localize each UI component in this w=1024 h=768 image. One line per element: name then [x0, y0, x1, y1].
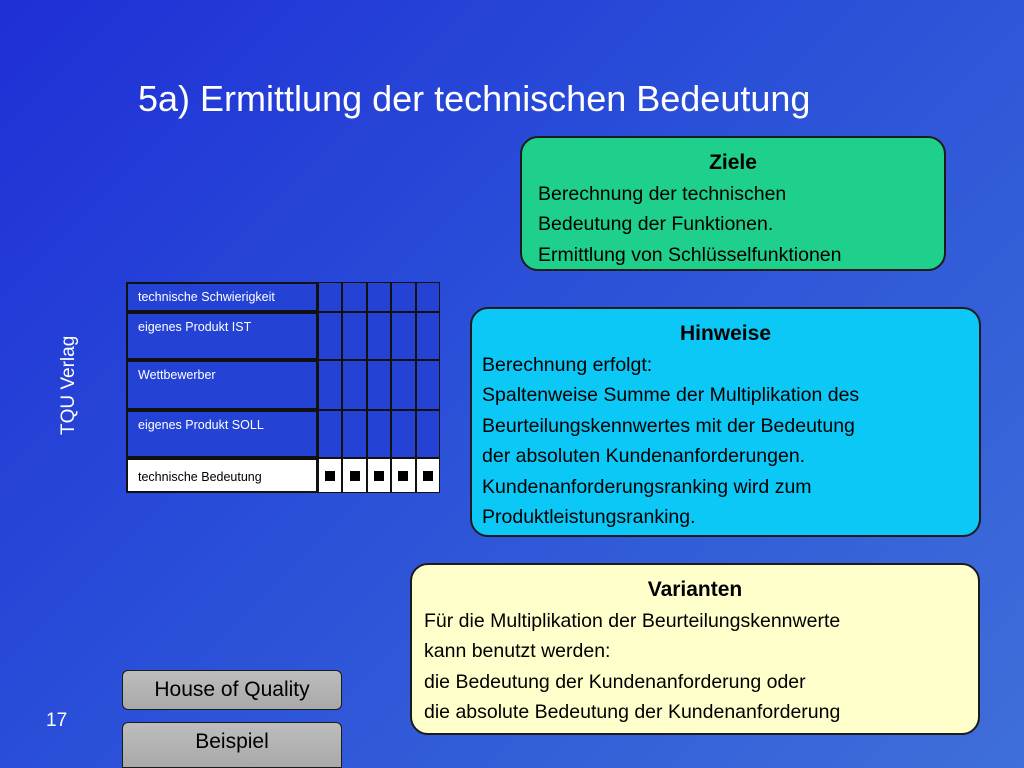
ziele-line: Berechnung der technischen — [538, 182, 787, 205]
matrix-cell — [318, 458, 342, 493]
matrix-cell — [391, 458, 415, 493]
matrix-cell — [318, 360, 342, 410]
matrix-cell — [416, 312, 440, 360]
matrix-cell — [416, 360, 440, 410]
varianten-line: die absolute Bedeutung der Kundenanforderung — [424, 701, 841, 723]
matrix-row-label: Wettbewerber — [126, 360, 318, 410]
hinweise-line: der absoluten Kundenanforderungen. — [482, 445, 806, 467]
matrix-row-label: eigenes Produkt IST — [126, 312, 318, 360]
matrix-cell — [342, 458, 366, 493]
matrix-row-eigenes-produkt-soll — [126, 410, 440, 458]
page-number: 17 — [46, 710, 68, 731]
matrix-cell — [416, 410, 440, 458]
ziele-heading: Ziele — [709, 151, 757, 174]
matrix-cell — [391, 410, 415, 458]
matrix-cell — [342, 312, 366, 360]
publisher-label — [50, 300, 90, 440]
matrix-cell — [416, 282, 440, 312]
square-marker-icon — [350, 471, 360, 481]
ziele-box — [520, 136, 946, 271]
matrix-cell — [318, 410, 342, 458]
matrix-cell — [367, 410, 391, 458]
varianten-heading: Varianten — [647, 578, 743, 601]
hinweise-box — [470, 307, 981, 537]
varianten-line: kann benutzt werden: — [424, 640, 611, 662]
matrix-cell — [318, 312, 342, 360]
matrix-cell — [342, 360, 366, 410]
beispiel-button[interactable]: Beispiel — [122, 722, 342, 768]
matrix-cell — [367, 282, 391, 312]
publisher-label-text: TQU Verlag — [58, 335, 79, 435]
quality-matrix — [126, 282, 440, 495]
matrix-row-technische-bedeutung — [126, 458, 440, 493]
matrix-row-technische-schwierigkeit — [126, 282, 440, 312]
matrix-cell — [391, 360, 415, 410]
matrix-row-wettbewerber — [126, 360, 440, 410]
hinweise-line: Berechnung erfolgt: — [482, 353, 653, 376]
ziele-line: Bedeutung der Funktionen. — [538, 213, 774, 235]
matrix-row-label: technische Schwierigkeit — [126, 282, 318, 312]
hinweise-line: Kundenanforderungsranking wird zum — [482, 475, 812, 498]
square-marker-icon — [398, 471, 408, 481]
hinweise-heading: Hinweise — [679, 322, 772, 345]
varianten-line: Für die Multiplikation der Beurteilungskennwerte — [424, 609, 841, 632]
matrix-cell — [367, 458, 391, 493]
hinweise-line: Produktleistungsranking. — [482, 506, 696, 528]
matrix-cell — [367, 360, 391, 410]
varianten-line: die Bedeutung der Kundenanforderung oder — [424, 670, 806, 693]
matrix-row-eigenes-produkt-ist — [126, 312, 440, 360]
square-marker-icon — [423, 471, 433, 481]
square-marker-icon — [325, 471, 335, 481]
matrix-cell — [367, 312, 391, 360]
varianten-box — [410, 563, 980, 735]
ziele-line: Ermittlung von Schlüsselfunktionen — [538, 243, 842, 266]
matrix-row-label: technische Bedeutung — [126, 458, 318, 493]
matrix-cell — [342, 282, 366, 312]
slide-title: 5a) Ermittlung der technischen Bedeutung — [138, 78, 811, 119]
house-of-quality-button[interactable]: House of Quality — [122, 670, 342, 710]
matrix-row-label: eigenes Produkt SOLL — [126, 410, 318, 458]
matrix-cell — [416, 458, 440, 493]
matrix-cell — [391, 312, 415, 360]
matrix-cell — [318, 282, 342, 312]
hinweise-line: Spaltenweise Summe der Multiplikation des — [482, 384, 860, 406]
hinweise-line: Beurteilungskennwertes mit der Bedeutung — [482, 414, 855, 437]
matrix-cell — [391, 282, 415, 312]
square-marker-icon — [374, 471, 384, 481]
matrix-cell — [342, 410, 366, 458]
